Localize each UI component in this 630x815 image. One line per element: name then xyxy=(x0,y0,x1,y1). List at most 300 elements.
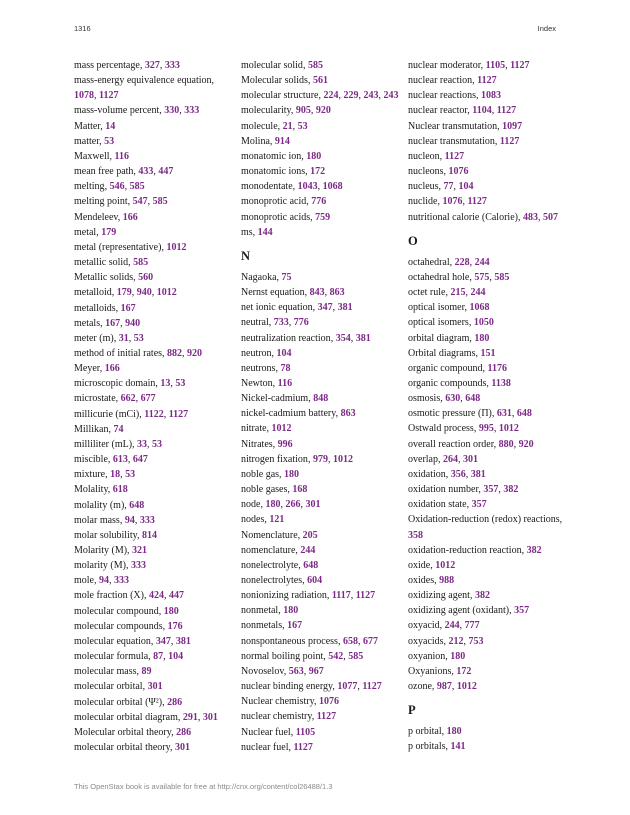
index-entry: osmosis, 630, 648 xyxy=(408,393,481,405)
page-ref-link[interactable]: 286 xyxy=(176,726,192,738)
index-entry: Molarity (M), 321 xyxy=(74,545,148,556)
page-ref-link[interactable]: 243 xyxy=(383,90,399,102)
page-ref-link[interactable]: 104 xyxy=(276,347,292,359)
page-ref-link[interactable]: 613 xyxy=(112,454,128,466)
page-ref-link[interactable]: 1127 xyxy=(499,135,520,147)
index-term: metal (representative) xyxy=(74,241,162,253)
index-entry: metal, 179 xyxy=(74,226,117,238)
index-entry: p orbital, 180 xyxy=(408,726,462,738)
page-ref-link[interactable]: 179 xyxy=(101,226,117,238)
page-ref-link[interactable]: 1127 xyxy=(293,741,313,753)
index-term: mass-energy equivalence equation xyxy=(74,75,212,87)
page-ref-link[interactable]: 13 xyxy=(160,378,171,390)
page-ref-link[interactable]: 1012 xyxy=(435,559,456,571)
page-ref-link[interactable]: 244 xyxy=(300,544,316,556)
page-ref-link[interactable]: 357 xyxy=(471,499,487,511)
page-ref-link[interactable]: 1012 xyxy=(456,681,477,693)
index-term: molality (m) xyxy=(74,499,125,511)
index-term: Mendeleev xyxy=(74,211,118,223)
index-entry: metalloid, 179, 940, 1012 xyxy=(74,287,177,299)
page-ref-link[interactable]: 333 xyxy=(139,514,155,526)
index-entry: oxidation number, 357, 382 xyxy=(408,484,519,496)
page-ref-link[interactable]: 1068 xyxy=(469,302,490,314)
index-term: nutritional calorie (Calorie) xyxy=(408,211,518,223)
page-ref-link[interactable]: 880 xyxy=(498,438,514,450)
page-ref-link[interactable]: 648 xyxy=(465,393,481,405)
page-ref-link[interactable]: 357 xyxy=(514,605,530,617)
index-entry: oxyacid, 244, 777 xyxy=(408,620,480,632)
page-ref-link[interactable]: 74 xyxy=(113,423,124,435)
page-ref-link[interactable]: 53 xyxy=(133,332,144,344)
index-entry: molecular structure, 224, 229, 243, 243 xyxy=(241,90,399,102)
index-entry: mean free path, 433, 447 xyxy=(74,166,174,178)
page-ref-link[interactable]: 180 xyxy=(163,605,179,617)
page-ref-link[interactable]: 585 xyxy=(494,271,510,283)
page-ref-link[interactable]: 585 xyxy=(152,196,168,208)
page-ref-link[interactable]: 180 xyxy=(265,499,281,511)
page-ref-link[interactable]: 1127 xyxy=(496,105,517,117)
page-ref-link[interactable]: 53 xyxy=(104,135,115,147)
index-entry: neutron, 104 xyxy=(241,347,292,359)
page-ref-link[interactable]: 1127 xyxy=(444,150,465,162)
page-ref-link[interactable]: 677 xyxy=(140,393,156,405)
page-ref-link[interactable]: 940 xyxy=(136,287,152,299)
page-ref-link[interactable]: 382 xyxy=(474,590,490,602)
page-ref-link[interactable]: 1127 xyxy=(99,90,119,102)
page-ref-link[interactable]: 1012 xyxy=(498,423,519,435)
index-term: oxidation state xyxy=(408,499,467,511)
index-entry: osmotic pressure (Π), 631, 648 xyxy=(408,408,532,420)
page-ref-link[interactable]: 914 xyxy=(274,135,290,147)
page-ref-link[interactable]: 327 xyxy=(144,60,160,71)
index-entry: nonelectrolytes, 604 xyxy=(241,575,323,586)
page-ref-link[interactable]: 447 xyxy=(168,590,184,602)
index-entry: molecule, 21, 53 xyxy=(241,120,308,132)
index-entry: orbital diagram, 180 xyxy=(408,332,490,344)
index-entry: monoprotic acids, 759 xyxy=(241,211,331,223)
page-ref-link[interactable]: 1078 xyxy=(74,90,94,102)
index-entry: nuclear fuel, 1127 xyxy=(241,741,313,753)
page-ref-link[interactable]: 180 xyxy=(306,150,322,162)
index-term: nonmetals xyxy=(241,620,283,632)
page-ref-link[interactable]: 776 xyxy=(293,317,309,329)
page-ref-link[interactable]: 301 xyxy=(463,453,478,465)
page-ref-link[interactable]: 244 xyxy=(474,256,490,268)
index-entry: metallic solid, 585 xyxy=(74,257,149,269)
page-ref-link[interactable]: 1127 xyxy=(467,196,487,208)
index-entry: nucleons, 1076 xyxy=(408,166,469,178)
page-ref-link[interactable]: 212 xyxy=(448,635,464,647)
index-term: nuclear chemistry xyxy=(241,711,312,723)
page-ref-link[interactable]: 291 xyxy=(182,711,198,723)
index-entry: Molecular orbital theory, 286 xyxy=(74,726,192,738)
index-entry: metals, 167, 940 xyxy=(74,317,141,329)
index-term: molecular formula xyxy=(74,651,149,663)
page-ref-link[interactable]: 172 xyxy=(456,665,472,677)
index-term: monodentate xyxy=(241,181,293,193)
page-ref-link[interactable]: 53 xyxy=(152,438,163,450)
page-ref-link[interactable]: 176 xyxy=(167,620,183,632)
index-entry: nitrogen fixation, 979, 1012 xyxy=(241,453,353,465)
page-ref-link[interactable]: 53 xyxy=(125,469,136,481)
page-ref-link[interactable]: 94 xyxy=(99,575,109,587)
index-entry: nodes, 121 xyxy=(241,514,285,526)
index-term: Nitrates xyxy=(241,438,273,450)
page-ref-link[interactable]: 1176 xyxy=(487,362,507,374)
index-entry: Orbital diagrams, 151 xyxy=(408,347,496,359)
page-ref-link[interactable]: 753 xyxy=(468,635,484,647)
page-ref-link[interactable]: 863 xyxy=(340,408,356,420)
page-ref-link[interactable]: 333 xyxy=(130,560,146,572)
page-ref-link[interactable]: 1012 xyxy=(271,423,292,435)
page-ref-link[interactable]: 1076 xyxy=(442,196,463,208)
page-ref-link[interactable]: 546 xyxy=(109,181,125,193)
page-ref-link[interactable]: 229 xyxy=(343,90,359,102)
page-ref-link[interactable]: 14 xyxy=(105,120,116,132)
page-ref-link[interactable]: 228 xyxy=(454,256,470,268)
page-ref-link[interactable]: 631 xyxy=(496,408,512,420)
page-ref-link[interactable]: 1127 xyxy=(510,60,530,71)
index-term: molecular mass xyxy=(74,666,137,678)
page-ref-link[interactable]: 224 xyxy=(323,90,339,102)
page-ref-link[interactable]: 585 xyxy=(348,650,364,662)
page-ref-link[interactable]: 180 xyxy=(446,726,462,738)
index-entry: nonmetals, 167 xyxy=(241,620,303,632)
index-term: mean free path xyxy=(74,166,134,178)
page-ref-link[interactable]: 1077 xyxy=(337,681,358,693)
page-ref-link[interactable]: 1105 xyxy=(295,726,316,738)
page-ref-link[interactable]: 167 xyxy=(120,302,136,314)
index-term: oxidation xyxy=(408,468,446,480)
page-ref-link[interactable]: 180 xyxy=(474,332,490,344)
page-ref-link[interactable]: 1127 xyxy=(316,711,337,723)
page-ref-link[interactable]: 987 xyxy=(436,681,452,693)
page-ref-link[interactable]: 618 xyxy=(112,484,128,496)
index-term: nonelectrolytes xyxy=(241,575,303,586)
page-ref-link[interactable]: 172 xyxy=(310,166,326,178)
index-term: osmotic pressure (Π) xyxy=(408,408,492,420)
page-ref-link[interactable]: 1127 xyxy=(355,590,376,602)
index-entry: Meyer, 166 xyxy=(74,363,120,375)
page-ref-link[interactable]: 433 xyxy=(138,166,154,178)
index-entry: Molina, 914 xyxy=(241,135,290,147)
page-ref-link[interactable]: 77 xyxy=(443,181,454,193)
index-term: miscible xyxy=(74,454,108,466)
page-ref-link[interactable]: 882 xyxy=(167,347,183,359)
index-term: nuclear reactions xyxy=(408,90,477,102)
index-entry: nucleus, 77, 104 xyxy=(408,181,474,193)
index-term: Orbital diagrams xyxy=(408,347,476,359)
page-ref-link[interactable]: 996 xyxy=(277,438,293,450)
index-term: Maxwell xyxy=(74,150,110,162)
page-ref-link[interactable]: 333 xyxy=(114,575,129,587)
page-ref-link[interactable]: 330 xyxy=(164,105,180,117)
page-ref-link[interactable]: 483 xyxy=(522,211,538,223)
page-ref-link[interactable]: 382 xyxy=(503,484,519,496)
index-term: nucleus xyxy=(408,181,439,193)
page-ref-link[interactable]: 180 xyxy=(283,605,299,617)
page-ref-link[interactable]: 21 xyxy=(282,120,293,132)
page-ref-link[interactable]: 167 xyxy=(287,620,303,632)
page-ref-link[interactable]: 1068 xyxy=(322,181,343,193)
page-ref-link[interactable]: 144 xyxy=(257,226,273,238)
page-ref-link[interactable]: 215 xyxy=(450,287,466,299)
page-ref-link[interactable]: 347 xyxy=(155,635,171,647)
index-term: organic compounds xyxy=(408,377,487,389)
index-term: ms xyxy=(241,226,253,238)
page-ref-link[interactable]: 1076 xyxy=(448,166,469,178)
page-number: 1316 xyxy=(74,24,91,33)
index-term: meter (m) xyxy=(74,332,114,344)
page-ref-link[interactable]: 424 xyxy=(148,590,164,602)
index-term: oxyacid xyxy=(408,620,440,632)
page-ref-link[interactable]: 648 xyxy=(303,559,319,571)
index-entry: molecular mass, 89 xyxy=(74,666,152,678)
index-term: Molecular solids xyxy=(241,75,308,87)
index-term: Molarity (M) xyxy=(74,545,128,556)
index-term: oxidation number xyxy=(408,484,479,496)
page-ref-link[interactable]: 648 xyxy=(516,408,532,420)
index-term: neutralization reaction xyxy=(241,332,331,344)
index-entry: neutralization reaction, 354, 381 xyxy=(241,332,371,344)
page-ref-link[interactable]: 647 xyxy=(132,454,148,466)
page-ref-link[interactable]: 18 xyxy=(110,469,121,481)
index-entry: mole fraction (X), 424, 447 xyxy=(74,590,184,602)
index-entry: molecular orbital diagram, 291, 301 xyxy=(74,711,218,723)
page-ref-link[interactable]: 585 xyxy=(307,60,323,71)
page-ref-link[interactable]: 301 xyxy=(174,742,190,754)
page-ref-link[interactable]: 1104 xyxy=(472,105,492,117)
page-ref-link[interactable]: 995 xyxy=(478,423,494,435)
index-term: neutral xyxy=(241,317,269,329)
page-ref-link[interactable]: 78 xyxy=(280,362,291,374)
page-ref-link[interactable]: 759 xyxy=(315,211,331,223)
index-term: nomenclature xyxy=(241,544,296,556)
index-entry: nucleon, 1127 xyxy=(408,150,465,162)
index-entry: ozone, 987, 1012 xyxy=(408,681,477,693)
index-term: nonelectrolyte xyxy=(241,559,299,571)
page-ref-link[interactable]: 244 xyxy=(470,287,486,299)
page-ref-link[interactable]: 89 xyxy=(141,666,152,678)
page-ref-link[interactable]: 243 xyxy=(363,90,379,102)
index-entry: oxyacids, 212, 753 xyxy=(408,635,484,647)
page-ref-link[interactable]: 104 xyxy=(168,651,184,663)
index-term: milliliter (mL) xyxy=(74,438,133,450)
page-ref-link[interactable]: 1012 xyxy=(156,287,177,299)
page-ref-link[interactable]: 167 xyxy=(105,317,121,329)
page-ref-link[interactable]: 166 xyxy=(122,211,138,223)
index-term: Nernst equation xyxy=(241,287,305,299)
page-ref-link[interactable]: 848 xyxy=(313,393,329,405)
index-term: Oxyanions xyxy=(408,665,452,677)
page-ref-link[interactable]: 561 xyxy=(312,75,328,87)
page-ref-link[interactable]: 560 xyxy=(138,272,154,284)
index-entry: Mendeleev, 166 xyxy=(74,211,138,223)
page-ref-link[interactable]: 507 xyxy=(542,211,558,223)
page-ref-link[interactable]: 104 xyxy=(458,181,474,193)
page-ref-link[interactable]: 1083 xyxy=(481,90,502,102)
index-term: Meyer xyxy=(74,363,100,375)
page-ref-link[interactable]: 1127 xyxy=(168,408,189,420)
page-ref-link[interactable]: 1097 xyxy=(502,120,523,132)
page-ref-link[interactable]: 1050 xyxy=(473,317,494,329)
page-ref-link[interactable]: 286 xyxy=(167,696,183,708)
page-ref-link[interactable]: 1138 xyxy=(491,377,511,389)
index-column-2 xyxy=(241,58,401,755)
page-ref-link[interactable]: 585 xyxy=(129,181,145,193)
page-ref-link[interactable]: 658 xyxy=(342,635,358,647)
index-term: optical isomers xyxy=(408,317,469,329)
page-ref-link[interactable]: 53 xyxy=(297,120,308,132)
page-ref-link[interactable]: 301 xyxy=(147,681,163,693)
page-ref-link[interactable]: 116 xyxy=(277,377,293,389)
index-term: Molina xyxy=(241,135,270,147)
page-ref-link[interactable]: 333 xyxy=(184,105,200,117)
page-ref-link[interactable]: 979 xyxy=(312,453,328,465)
page-ref-link[interactable]: 244 xyxy=(444,620,460,632)
page-ref-link[interactable]: 776 xyxy=(311,196,327,208)
page-ref-link[interactable]: 662 xyxy=(120,393,136,405)
index-term: osmosis xyxy=(408,393,441,405)
page-ref-link[interactable]: 381 xyxy=(337,302,353,314)
page-ref-link[interactable]: 301 xyxy=(202,711,218,723)
page-ref-link[interactable]: 814 xyxy=(141,529,157,541)
index-term: mass percentage xyxy=(74,60,140,71)
index-term: mass-volume percent xyxy=(74,105,160,117)
page-ref-link[interactable]: 356 xyxy=(450,468,466,480)
index-term: Newton xyxy=(241,377,273,389)
page-ref-link[interactable]: 967 xyxy=(308,665,324,677)
index-term: microscopic domain xyxy=(74,378,156,390)
page-ref-link[interactable]: 1043 xyxy=(297,181,318,193)
page-ref-link[interactable]: 87 xyxy=(153,651,164,663)
page-ref-link[interactable]: 920 xyxy=(187,347,203,359)
index-term: Oxidation-reduction (redox) reactions xyxy=(408,514,560,526)
page-ref-link[interactable]: 604 xyxy=(307,575,323,586)
page-ref-link[interactable]: 1117 xyxy=(331,590,351,602)
index-term: oxidizing agent (oxidant) xyxy=(408,605,510,617)
page-ref-link[interactable]: 166 xyxy=(104,363,120,375)
page-ref-link[interactable]: 141 xyxy=(450,741,466,753)
page-ref-link[interactable]: 1012 xyxy=(332,453,353,465)
index-entry: organic compounds, 1138 xyxy=(408,377,511,389)
index-term: p orbitals xyxy=(408,741,446,753)
page-ref-link[interactable]: 354 xyxy=(335,332,351,344)
index-entry: p orbitals, 141 xyxy=(408,741,466,753)
index-term: Nomenclature xyxy=(241,529,298,541)
page-ref-link[interactable]: 575 xyxy=(474,271,490,283)
page-ref-link[interactable]: 863 xyxy=(329,287,345,299)
index-term: octahedral hole xyxy=(408,271,470,283)
page-ref-link[interactable]: 266 xyxy=(285,499,301,511)
index-term: noble gas xyxy=(241,468,280,480)
page-ref-link[interactable]: 777 xyxy=(464,620,480,632)
page-ref-link[interactable]: 347 xyxy=(317,302,333,314)
page-ref-link[interactable]: 547 xyxy=(132,196,148,208)
page-ref-link[interactable]: 1122 xyxy=(144,408,164,420)
index-term: millicurie (mCi) xyxy=(74,408,140,420)
page-ref-link[interactable]: 94 xyxy=(124,514,135,526)
page-ref-link[interactable]: 677 xyxy=(362,635,378,647)
page-ref-link[interactable]: 563 xyxy=(288,665,304,677)
page-ref-link[interactable]: 920 xyxy=(315,105,331,117)
page-ref-link[interactable]: 121 xyxy=(269,514,285,526)
page-ref-link[interactable]: 179 xyxy=(116,287,132,299)
page-ref-link[interactable]: 382 xyxy=(526,544,542,556)
page-ref-link[interactable]: 905 xyxy=(295,105,311,117)
page-ref-link[interactable]: 205 xyxy=(302,529,318,541)
page-ref-link[interactable]: 1105 xyxy=(485,60,506,71)
page-ref-link[interactable]: 31 xyxy=(118,332,129,344)
page-ref-link[interactable]: 585 xyxy=(133,257,149,269)
page-ref-link[interactable]: 116 xyxy=(114,150,129,162)
page-ref-link[interactable]: 381 xyxy=(470,468,486,480)
index-term: normal boiling point xyxy=(241,650,324,662)
page-ref-link[interactable]: 33 xyxy=(137,438,148,450)
page-ref-link[interactable]: 648 xyxy=(129,499,145,511)
page-ref-link[interactable]: 1127 xyxy=(362,681,382,693)
page-ref-link[interactable]: 180 xyxy=(450,650,466,662)
page-ref-link[interactable]: 1012 xyxy=(166,241,187,253)
index-entry: Metallic solids, 560 xyxy=(74,272,154,284)
index-entry: Newton, 116 xyxy=(241,377,293,389)
index-term: nonmetal xyxy=(241,605,279,617)
index-term: Matter xyxy=(74,120,101,132)
page-ref-link[interactable]: 301 xyxy=(305,499,321,511)
page-ref-link[interactable]: 357 xyxy=(483,484,499,496)
index-term: ozone xyxy=(408,681,432,693)
index-term: nuclear binding energy xyxy=(241,681,333,693)
page-ref-link[interactable]: 920 xyxy=(518,438,534,450)
page-ref-link[interactable]: 542 xyxy=(328,650,344,662)
page-ref-link[interactable]: 381 xyxy=(355,332,371,344)
page-ref-link[interactable]: 180 xyxy=(284,468,300,480)
page-ref-link[interactable]: 988 xyxy=(439,575,455,586)
page-ref-link[interactable]: 264 xyxy=(443,453,458,465)
page-ref-link[interactable]: 168 xyxy=(292,484,308,496)
page-ref-link[interactable]: 333 xyxy=(164,60,180,71)
page-ref-link[interactable]: 151 xyxy=(480,347,496,359)
index-term: molecular orbital theory xyxy=(74,742,170,754)
index-entry: molecular orbital (Ψ²), 286 xyxy=(74,696,183,708)
page-ref-link[interactable]: 358 xyxy=(408,529,423,541)
index-entry: octahedral, 228, 244 xyxy=(408,256,490,268)
index-term: nuclide xyxy=(408,196,438,208)
page-ref-link[interactable]: 630 xyxy=(445,393,461,405)
index-term: orbital diagram xyxy=(408,332,470,344)
page-ref-link[interactable]: 447 xyxy=(158,166,174,178)
page-ref-link[interactable]: 733 xyxy=(273,317,289,329)
index-term: nucleon xyxy=(408,150,440,162)
page-ref-link[interactable]: 381 xyxy=(175,635,191,647)
index-term: molecular solid xyxy=(241,60,303,71)
index-entry: nuclear reaction, 1127 xyxy=(408,75,497,87)
index-term: molar solubility xyxy=(74,529,137,541)
page-ref-link[interactable]: 1127 xyxy=(477,75,497,87)
index-entry: oxidation state, 357 xyxy=(408,499,487,511)
index-entry: neutral, 733, 776 xyxy=(241,317,309,329)
index-term: microstate xyxy=(74,393,116,405)
page-ref-link[interactable]: 321 xyxy=(132,545,148,556)
index-term: molecularity xyxy=(241,105,291,117)
page-ref-link[interactable]: 75 xyxy=(281,271,292,283)
index-entry: nuclear transmutation, 1127 xyxy=(408,135,520,147)
page-ref-link[interactable]: 53 xyxy=(175,378,186,390)
page-ref-link[interactable]: 843 xyxy=(309,287,325,299)
index-entry: overlap, 264, 301 xyxy=(408,453,478,465)
page-ref-link[interactable]: 940 xyxy=(125,317,141,329)
page-ref-link[interactable]: 1076 xyxy=(318,696,339,708)
